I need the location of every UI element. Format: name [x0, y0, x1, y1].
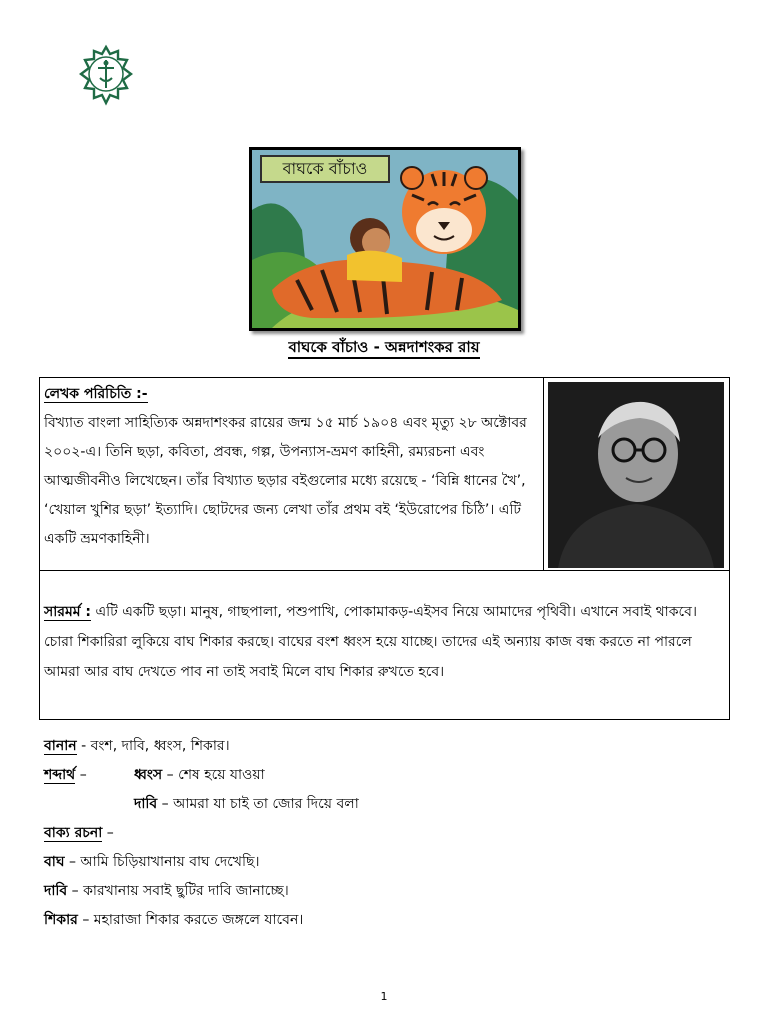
author-portrait-picture — [548, 382, 724, 568]
word-meaning-label-line — [44, 765, 87, 785]
word-meaning-item — [134, 794, 359, 814]
sentence-label-sep: – — [106, 825, 114, 841]
meaning-sep: – — [166, 767, 174, 783]
sentence-item — [44, 910, 303, 930]
spelling-line — [44, 736, 230, 756]
lesson-title — [0, 336, 768, 361]
author-intro-heading: লেখক পরিচিতি :- — [44, 386, 148, 402]
author-photo — [548, 382, 724, 568]
sentence-item — [44, 852, 260, 872]
lesson-illustration — [249, 147, 521, 331]
meaning-text: আমরা যা চাই তা জোর দিয়ে বলা — [173, 796, 359, 812]
illustration-label: বাঘকে বাঁচাও — [260, 155, 390, 183]
sentence-label: বাক্য রচনা — [44, 825, 103, 841]
school-logo — [78, 44, 134, 106]
summary-heading: সারমর্ম : — [44, 604, 92, 620]
sentence-text: মহারাজা শিকার করতে জঙ্গলে যাবেন। — [93, 912, 304, 928]
spelling-sep: - — [81, 738, 87, 754]
meaning-word: দাবি — [134, 796, 158, 812]
title-separator: - — [373, 338, 380, 356]
sentence-item — [44, 881, 289, 901]
author-intro-cell — [44, 380, 538, 554]
table-column-divider — [543, 377, 544, 571]
sentence-sep: – — [68, 854, 76, 870]
word-meaning-item — [134, 765, 265, 785]
sentence-text: আমি চিড়িয়াখানায় বাঘ দেখেছি। — [80, 854, 260, 870]
lesson-title-text: বাঘকে বাঁচাও — [288, 338, 369, 356]
sentence-word: শিকার — [44, 912, 78, 928]
sentence-word: বাঘ — [44, 854, 65, 870]
spelling-label: বানান — [44, 738, 77, 754]
sentence-text: কারখানায় সবাই ছুটির দাবি জানাচ্ছে। — [83, 883, 289, 899]
meaning-text: শেষ হয়ে যাওয়া — [178, 767, 265, 783]
sentence-sep: – — [71, 883, 79, 899]
summary-cell — [44, 597, 724, 687]
sentence-sep: – — [82, 912, 90, 928]
meaning-word: ধ্বংস — [134, 767, 163, 783]
author-intro-text: বিখ্যাত বাংলা সাহিত্যিক অন্নদাশংকর রায়ের জন্ম ১৫ মার্চ ১৯০৪ এবং মৃত্যু ২৮ অক্টোবর ২০০২-এ। তিনি ছড়া, কবিতা, প্রবন্ধ, গল্প, উপন্যাস-ভ্রমণ কাহিনী, রম্যরচনা এবং আত্মজীবনীও লিখেছেন। তাঁর বিখ্যাত ছড়ার বইগুলোর মধ্যে রয়েছে - ‘বিন্নি ধানের খৈ’, ‘খেয়াল খুশির ছড়া’ ইত্যাদি। ছোটদের জন্য লেখা তাঁর প্রথম বই ‘ইউরোপের চিঠি’। এটি একটি ভ্রমণকাহিনী। — [44, 415, 527, 547]
spelling-words: বংশ, দাবি, ধ্বংস, শিকার। — [90, 738, 230, 754]
sentence-word: দাবি — [44, 883, 68, 899]
poet-name: অন্নদাশংকর রায় — [385, 338, 480, 356]
word-meaning-sep: – — [79, 767, 87, 783]
word-meaning-label: শব্দার্থ — [44, 767, 76, 783]
summary-text: এটি একটি ছড়া। মানুষ, গাছপালা, পশুপাখি, পোকামাকড়-এইসব নিয়ে আমাদের পৃথিবী। এখানে সবাই থাকবে। চোরা শিকারিরা লুকিয়ে বাঘ শিকার করছে। বাঘের বংশ ধ্বংস হয়ে যাচ্ছে। তাদের এই অন্যায় কাজ বন্ধ করতে না পারলে আমরা আর বাঘ দেখতে পাব না তাই সবাই মিলে বাঘ শিকার রুখতে হবে। — [44, 604, 697, 680]
table-row-divider — [39, 570, 730, 571]
meaning-sep: – — [161, 796, 169, 812]
sentence-label-line — [44, 823, 114, 843]
page-number: 1 — [380, 990, 388, 1003]
